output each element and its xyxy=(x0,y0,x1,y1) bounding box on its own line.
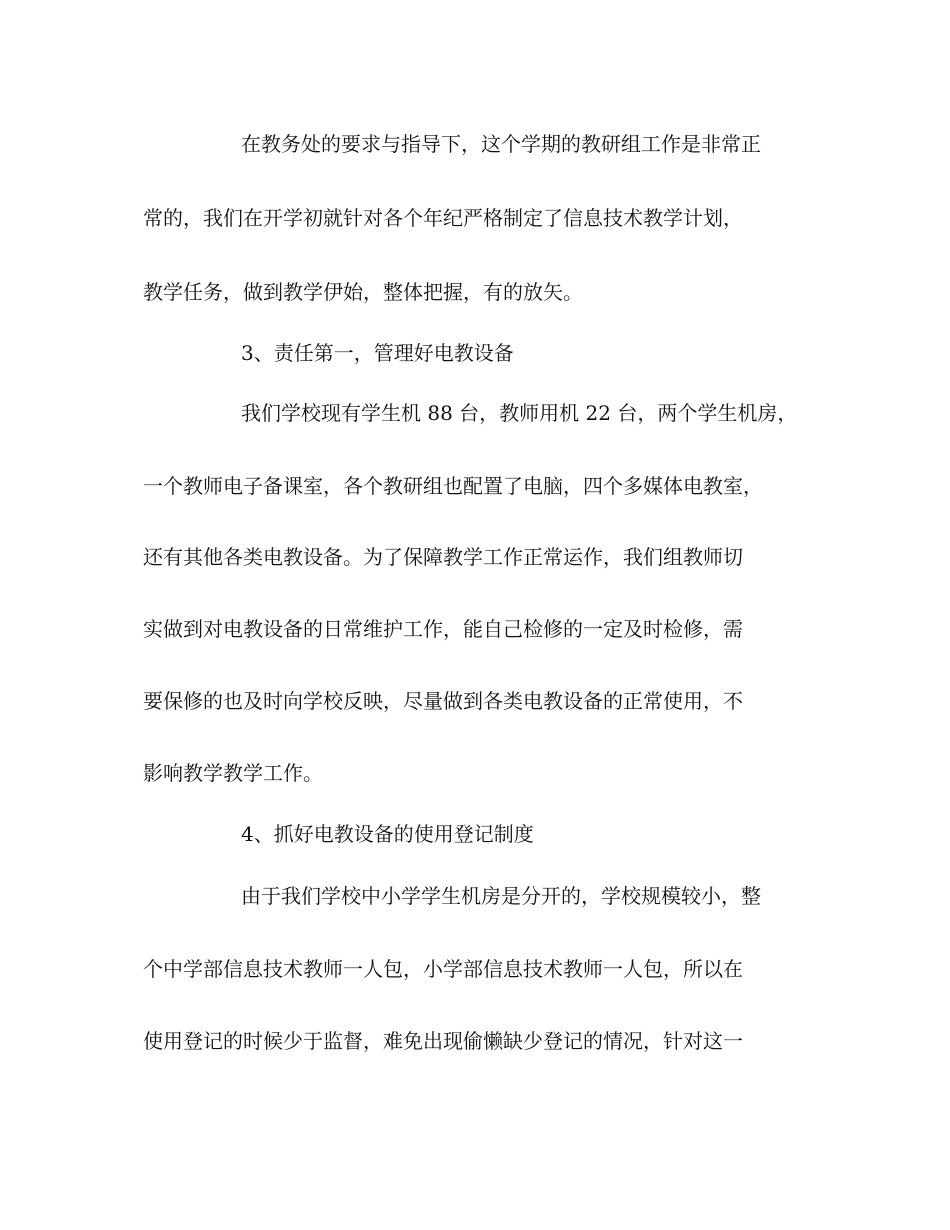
paragraph-line: 影响教学教学工作。 xyxy=(143,761,323,785)
paragraph-line: 要保修的也及时向学校反映，尽量做到各类电教设备的正常使用，不 xyxy=(143,689,743,713)
paragraph-line: 常的，我们在开学初就针对各个年纪严格制定了信息技术教学计划， xyxy=(143,206,743,230)
section-heading: 3、责任第一，管理好电教设备 xyxy=(241,341,514,365)
paragraph-line: 实做到对电教设备的日常维护工作，能自己检修的一定及时检修，需 xyxy=(143,617,743,641)
paragraph-line: 使用登记的时候少于监督，难免出现偷懒缺少登记的情况，针对这一 xyxy=(143,1029,743,1053)
paragraph-line: 我们学校现有学生机 88 台，教师用机 22 台，两个学生机房， xyxy=(241,401,798,425)
paragraph-line: 教学任务，做到教学伊始，整体把握，有的放矢。 xyxy=(143,280,583,304)
paragraph-line: 个中学部信息技术教师一人包，小学部信息技术教师一人包，所以在 xyxy=(143,957,743,981)
section-heading: 4、抓好电教设备的使用登记制度 xyxy=(241,822,534,846)
paragraph-line: 在教务处的要求与指导下，这个学期的教研组工作是非常正 xyxy=(241,132,761,156)
paragraph-line: 还有其他各类电教设备。为了保障教学工作正常运作，我们组教师切 xyxy=(143,545,743,569)
paragraph-line: 一个教师电子备课室，各个教研组也配置了电脑，四个多媒体电教室， xyxy=(143,474,763,498)
paragraph-line: 由于我们学校中小学学生机房是分开的，学校规模较小，整 xyxy=(241,884,761,908)
